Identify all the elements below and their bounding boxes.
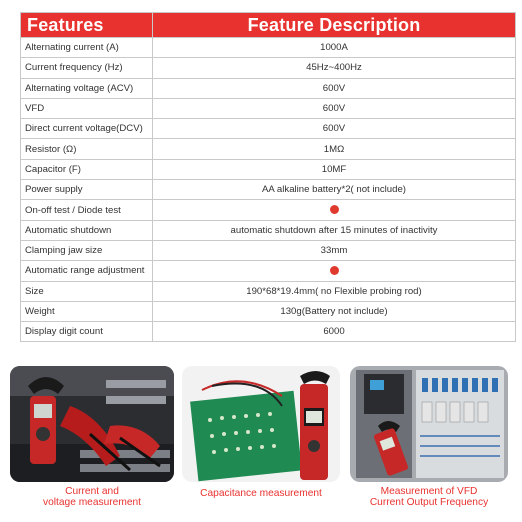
feature-value: 130g(Battery not include) — [153, 301, 516, 321]
caption-line: Current and — [65, 486, 119, 497]
feature-value: 10MF — [153, 159, 516, 179]
feature-value: 6000 — [153, 322, 516, 342]
feature-value-supported — [153, 261, 516, 281]
photo-caption-current-voltage — [10, 486, 174, 508]
supported-dot-icon — [330, 266, 339, 275]
usage-photos — [10, 366, 512, 516]
table-row — [21, 322, 516, 342]
caption-line: Current Output Frequency — [369, 497, 489, 508]
feature-value: 33mm — [153, 240, 516, 260]
photo-caption-vfd — [350, 486, 508, 508]
photo-caption-capacitance — [182, 488, 340, 499]
feature-name: Power supply — [21, 180, 153, 200]
table-row — [21, 58, 516, 78]
feature-value: 1000A — [153, 38, 516, 58]
feature-name: Resistor (Ω) — [21, 139, 153, 159]
feature-spec-table — [20, 12, 516, 342]
table-row — [21, 38, 516, 58]
feature-value-supported — [153, 200, 516, 220]
feature-value: 45Hz~400Hz — [153, 58, 516, 78]
table-row — [21, 240, 516, 260]
feature-value: 600V — [153, 119, 516, 139]
feature-name: On-off test / Diode test — [21, 200, 153, 220]
table-row — [21, 78, 516, 98]
feature-name: VFD — [21, 98, 153, 118]
feature-name: Capacitor (F) — [21, 159, 153, 179]
feature-name: Alternating current (A) — [21, 38, 153, 58]
feature-name: Automatic range adjustment — [21, 261, 153, 281]
feature-value: 1MΩ — [153, 139, 516, 159]
table-row — [21, 261, 516, 281]
features-header: Features — [21, 13, 153, 38]
current-voltage-photo — [10, 366, 174, 482]
feature-value: AA alkaline battery*2( not include) — [153, 180, 516, 200]
table-row — [21, 98, 516, 118]
feature-name: Size — [21, 281, 153, 301]
supported-dot-icon — [330, 205, 339, 214]
vfd-photo — [350, 366, 508, 482]
table-row — [21, 139, 516, 159]
feature-name: Clamping jaw size — [21, 240, 153, 260]
feature-name: Automatic shutdown — [21, 220, 153, 240]
feature-value: 190*68*19.4mm( no Flexible probing rod) — [153, 281, 516, 301]
capacitance-photo — [182, 366, 340, 482]
feature-value: 600V — [153, 78, 516, 98]
feature-description-header: Feature Description — [153, 13, 516, 38]
caption-line: voltage measurement — [43, 497, 141, 508]
table-row — [21, 281, 516, 301]
table-row — [21, 119, 516, 139]
feature-name: Weight — [21, 301, 153, 321]
feature-name: Direct current voltage(DCV) — [21, 119, 153, 139]
caption-line: Measurement of VFD — [380, 486, 478, 497]
table-row — [21, 159, 516, 179]
feature-name: Display digit count — [21, 322, 153, 342]
table-row — [21, 301, 516, 321]
feature-value: 600V — [153, 98, 516, 118]
feature-name: Current frequency (Hz) — [21, 58, 153, 78]
feature-value: automatic shutdown after 15 minutes of inactivity — [153, 220, 516, 240]
feature-name: Alternating voltage (ACV) — [21, 78, 153, 98]
caption-line: Capacitance measurement — [200, 488, 322, 499]
table-row — [21, 180, 516, 200]
table-row — [21, 220, 516, 240]
table-header-row — [21, 13, 516, 38]
table-row — [21, 200, 516, 220]
